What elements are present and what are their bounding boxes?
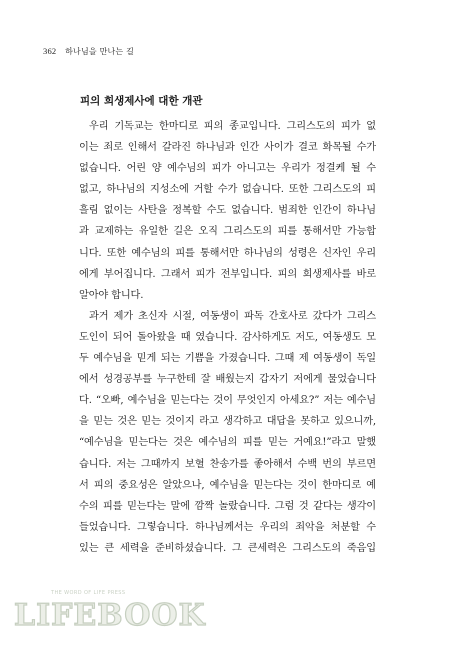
text-line: 니다. 또한 예수님의 피를 통해서만 하나님의 성령은 신자인 우리	[79, 247, 376, 259]
text-line: 흘림 없이는 사탄을 정복할 수도 없습니다. 범죄한 인간이 하나님	[79, 205, 376, 217]
text-line: 과거 제가 초신자 시절, 여동생이 파독 간호사로 갔다가 그리스	[89, 310, 376, 322]
section-title: 피의 희생제사에 대한 개관	[80, 95, 203, 107]
text-line: 에게 부어집니다. 그래서 피가 전부입니다. 피의 희생제사를 바로	[79, 268, 376, 280]
text-line: 있는 큰 세력을 준비하셨습니다. 그 큰세력은 그리스도의 죽음입	[79, 542, 376, 554]
text-line: “예수님을 믿는다는 것은 예수님의 피를 믿는 거예요!”라고 말했	[79, 437, 376, 449]
text-line: 없습니다. 어린 양 예수님의 피가 아니고는 우리가 정결케 될 수	[79, 163, 376, 175]
book-title: 하나님을 만나는 길	[65, 47, 135, 56]
text-line: 수의 피를 믿는다는 말에 깜짝 놀랐습니다. 그럼 것 같다는 생각이	[79, 500, 376, 512]
running-head	[43, 46, 134, 57]
text-line: 다. “오빠, 예수님을 믿는다는 것이 무엇인지 아세요?” 저는 예수님	[79, 395, 376, 407]
text-line: 이는 죄로 인해서 갈라진 하나님과 인간 사이가 결코 화목될 수가	[79, 142, 376, 154]
body-text	[79, 116, 376, 559]
logo-tagline: THE WORD OF LIFE PRESS	[51, 590, 126, 596]
text-line: 서 피의 중요성은 알았으나, 예수님을 믿는다는 것이 한마디로 예	[79, 479, 376, 491]
text-line: 들었습니다. 그렇습니다. 하나님께서는 우리의 죄악을 처분할 수	[79, 521, 376, 533]
logo-wordmark: LIFEBOOK	[14, 598, 206, 633]
text-line: 습니다. 저는 그때까지 보혈 찬송가를 좋아해서 수백 번의 부르면	[79, 458, 376, 470]
text-line: 두 예수님을 믿게 되는 기쁨을 가졌습니다. 그때 제 여동생이 독일	[79, 353, 376, 365]
text-line: 도인이 되어 돌아왔을 때 였습니다. 감사하게도 저도, 여동생도 모	[79, 331, 376, 343]
text-line: 과 교제하는 유일한 길은 오직 그리스도의 피를 통해서만 가능합	[79, 226, 376, 238]
publisher-logo	[14, 590, 206, 640]
text-line: 을 믿는 것은 믿는 것이지 라고 생각하고 대답을 못하고 있으니까,	[79, 416, 376, 428]
text-line: 에서 성경공부를 누구한테 잘 배웠는지 갑자기 저에게 물었습니다	[79, 374, 376, 386]
text-line: 없고, 하나님의 지성소에 거할 수가 없습니다. 또한 그리스도의 피	[79, 184, 376, 196]
text-line: 알아야 합니다.	[79, 289, 144, 301]
page-number: 362	[43, 46, 57, 56]
text-line: 우리 기독교는 한마디로 피의 종교입니다. 그리스도의 피가 없	[89, 121, 376, 132]
